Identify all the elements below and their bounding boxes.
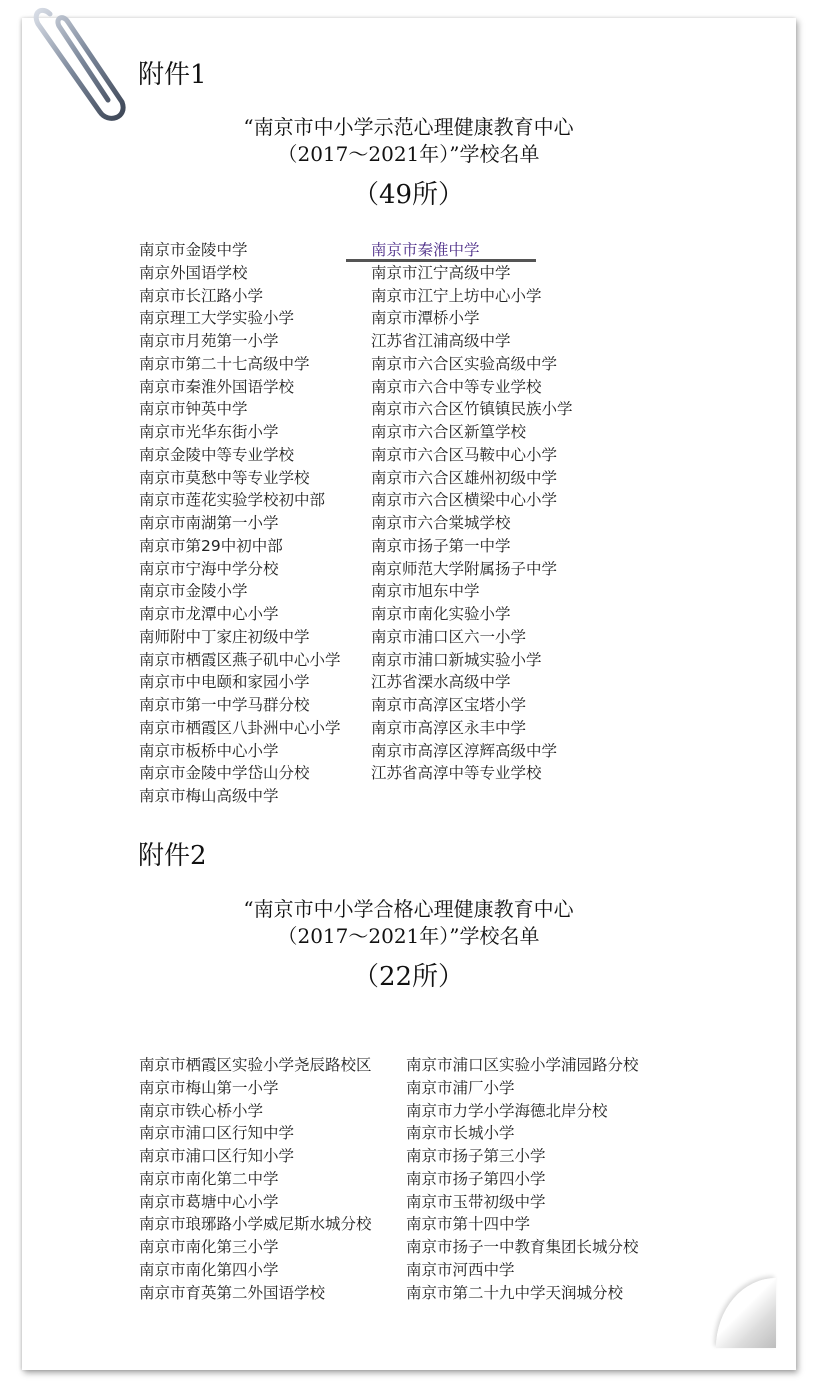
list-item: 南京市南化第二中学 — [139, 1169, 279, 1188]
school-list-2-right — [406, 1054, 639, 1304]
list-item: 南京市扬子第四小学 — [406, 1169, 546, 1188]
list-item: 南京市扬子第三小学 — [406, 1147, 546, 1165]
list-item: 南京市栖霞区实验小学尧辰路校区 — [139, 1056, 372, 1074]
list-item: 南京市栖霞区八卦洲中心小学 — [139, 718, 341, 737]
list-item: 南京市第29中初中部 — [139, 536, 283, 555]
list-item: 南京市第二十九中学天润城分校 — [406, 1283, 624, 1302]
school-list-1-left — [139, 239, 341, 808]
list-item: 南京市金陵小学 — [139, 582, 248, 601]
list-item: 南京市中电颐和家园小学 — [139, 673, 310, 692]
list-item: 南京市高淳区宝塔小学 — [371, 696, 527, 714]
list-item: 南京市月苑第一小学 — [139, 332, 279, 350]
list-item: 南京市浦口区行知小学 — [139, 1147, 295, 1165]
list-item: 南京市莲花实验学校初中部 — [139, 491, 326, 510]
list-item: 南京市龙潭中心小学 — [139, 605, 279, 623]
list-item: 南京市育英第二外国语学校 — [139, 1283, 326, 1302]
attachment-1-title — [0, 114, 817, 168]
list-item: 南京市浦口区实验小学浦园路分校 — [406, 1056, 639, 1074]
list-item: 南京市梅山高级中学 — [139, 787, 279, 805]
list-item: 南京市长城小学 — [406, 1124, 515, 1143]
list-item: 南京市南湖第一小学 — [139, 514, 279, 532]
list-item: 南京市浦厂小学 — [406, 1078, 515, 1097]
list-item: 南京市扬子一中教育集团长城分校 — [406, 1238, 639, 1256]
list-item: 南京外国语学校 — [139, 263, 248, 282]
list-item: 江苏省溧水高级中学 — [371, 673, 511, 692]
list-item: 南京市金陵中学 — [139, 241, 248, 259]
list-item: 南京市第十四中学 — [406, 1215, 531, 1234]
title-line-1: “南京市中小学示范心理健康教育中心 — [243, 115, 574, 139]
list-item: 南京市扬子第一中学 — [371, 536, 511, 555]
list-item: 南京市六合区竹镇镇民族小学 — [371, 400, 573, 419]
list-item: 南京市六合区马鞍中心小学 — [371, 445, 558, 464]
list-item: 南京理工大学实验小学 — [139, 309, 295, 328]
title-line-2: （2017～2021年）”学校名单 — [277, 924, 540, 948]
list-item: 南京市栖霞区燕子矶中心小学 — [139, 650, 341, 669]
list-item: 南京市浦口区行知中学 — [139, 1124, 295, 1143]
list-item: 南京市江宁高级中学 — [371, 263, 511, 282]
list-item: 南京金陵中等专业学校 — [139, 445, 295, 464]
school-list-2-left — [139, 1054, 372, 1304]
list-item: 南京市光华东街小学 — [139, 423, 279, 441]
list-item: 南京市长江路小学 — [139, 286, 264, 305]
list-item: 南京市秦淮外国语学校 — [139, 377, 295, 396]
list-item: 南京市第二十七高级中学 — [139, 354, 310, 373]
list-item: 南京市金陵中学岱山分校 — [139, 764, 310, 783]
list-item: 南京师范大学附属扬子中学 — [371, 559, 558, 578]
link-underline — [346, 259, 536, 262]
title-line-1: “南京市中小学合格心理健康教育中心 — [243, 897, 574, 921]
list-item: 南京市浦口区六一小学 — [371, 627, 527, 646]
list-item: 南京市六合区实验高级中学 — [371, 354, 558, 373]
paperclip-icon — [28, 0, 138, 125]
attachment-1-heading: 附件1 — [138, 60, 207, 90]
school-link[interactable]: 南京市秦淮中学 — [371, 241, 480, 259]
list-item: 南京市六合区横梁中心小学 — [371, 491, 558, 510]
list-item: 南京市高淳区永丰中学 — [371, 718, 527, 737]
school-list-1-right — [371, 239, 573, 785]
list-item: 南京市板桥中心小学 — [139, 741, 279, 760]
attachment-1-count: （49所） — [352, 180, 465, 210]
page-curl — [716, 1278, 776, 1348]
list-item: 南京市南化第三小学 — [139, 1238, 279, 1256]
list-item: 南京市玉带初级中学 — [406, 1192, 546, 1211]
list-item: 南京市浦口新城实验小学 — [371, 650, 542, 669]
list-item: 南京市葛塘中心小学 — [139, 1192, 279, 1211]
list-item: 南师附中丁家庄初级中学 — [139, 627, 310, 646]
list-item: 南京市江宁上坊中心小学 — [371, 286, 542, 305]
list-item: 南京市莫愁中等专业学校 — [139, 468, 310, 487]
attachment-2-count: （22所） — [352, 962, 465, 992]
list-item: 南京市梅山第一小学 — [139, 1078, 279, 1097]
list-item: 江苏省江浦高级中学 — [371, 332, 511, 350]
list-item: 南京市铁心桥小学 — [139, 1101, 264, 1120]
title-line-2: （2017～2021年）”学校名单 — [277, 142, 540, 166]
list-item: 江苏省高淳中等专业学校 — [371, 764, 542, 783]
list-item: 南京市旭东中学 — [371, 582, 480, 601]
list-item: 南京市南化实验小学 — [371, 605, 511, 623]
list-item: 南京市六合中等专业学校 — [371, 377, 542, 396]
attachment-2-heading: 附件2 — [138, 841, 207, 871]
list-item: 南京市河西中学 — [406, 1260, 515, 1279]
list-item: 南京市六合区雄州初级中学 — [371, 468, 558, 487]
list-item: 南京市南化第四小学 — [139, 1260, 279, 1279]
list-item: 南京市力学小学海德北岸分校 — [406, 1101, 608, 1120]
attachment-2-title — [0, 896, 817, 950]
list-item: 南京市高淳区淳辉高级中学 — [371, 741, 558, 760]
list-item: 南京市琅琊路小学威尼斯水城分校 — [139, 1215, 372, 1234]
list-item: 南京市潭桥小学 — [371, 309, 480, 328]
list-item: 南京市第一中学马群分校 — [139, 696, 310, 714]
list-item: 南京市宁海中学分校 — [139, 559, 279, 578]
list-item: 南京市六合棠城学校 — [371, 514, 511, 532]
list-item: 南京市六合区新篁学校 — [371, 423, 527, 441]
list-item: 南京市钟英中学 — [139, 400, 248, 419]
